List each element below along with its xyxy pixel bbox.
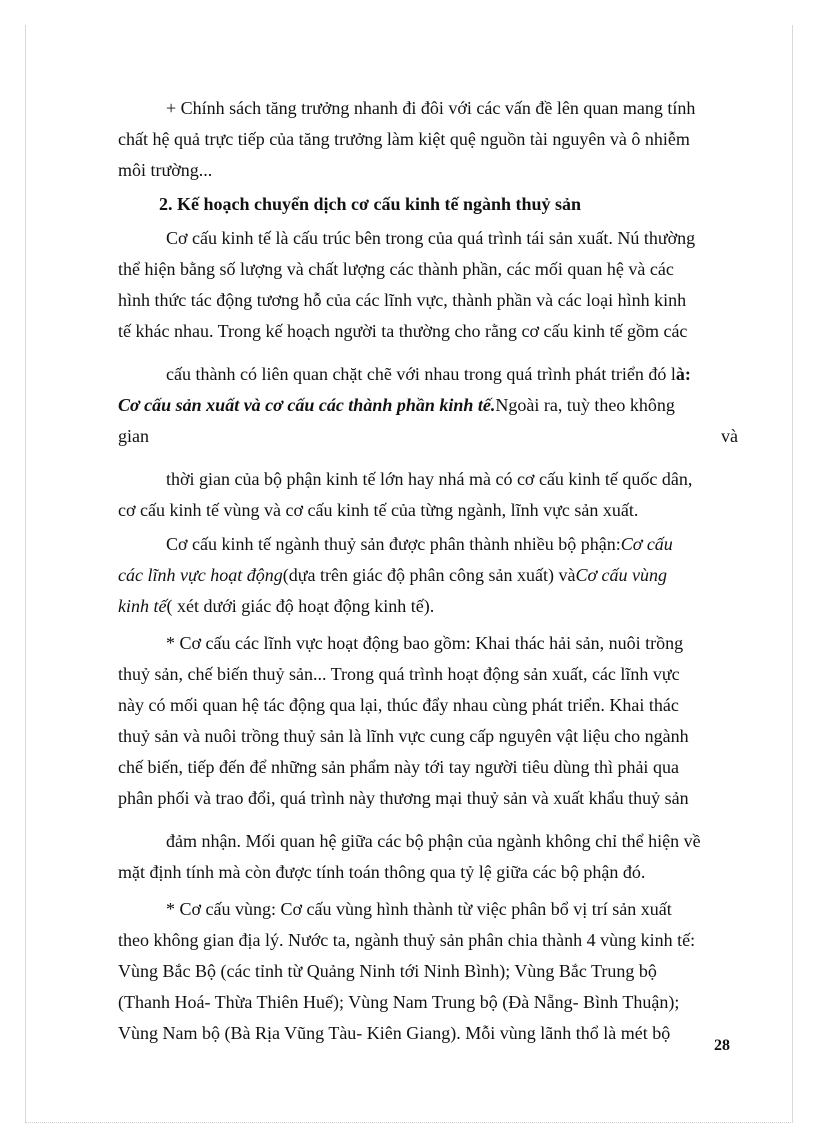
- text-line: [118, 987, 738, 1018]
- text-line: [118, 359, 738, 390]
- bold-run: à:: [675, 364, 691, 384]
- italic-run: Cơ cấu: [620, 534, 673, 554]
- text-run: cấu thành có liên quan chặt chẽ với nhau trong quá trình phát triển đó l: [166, 364, 676, 384]
- text-run: thuỷ sản và nuôi trồng thuỷ sản là lĩnh vực cung cấp nguyên vật liệu cho ngành: [118, 726, 689, 746]
- text-line: [118, 464, 738, 495]
- text-line: [118, 894, 738, 925]
- text-line: [118, 529, 738, 560]
- text-run: gian: [118, 426, 149, 446]
- italic-run: kinh tế: [118, 596, 167, 616]
- text-run: Vùng Bắc Bộ (các tỉnh từ Quảng Ninh tới Ninh Bình); Vùng Bắc Trung bộ: [118, 961, 657, 981]
- italic-run: các lĩnh vực hoạt động: [118, 565, 283, 585]
- text-line: [118, 659, 738, 690]
- text-run: Cơ cấu kinh tế ngành thuỷ sản được phân thành nhiều bộ phận:: [166, 534, 621, 554]
- text-run: thời gian của bộ phận kinh tế lớn hay nhá mà có cơ cấu kinh tế quốc dân,: [166, 469, 693, 489]
- document-body: [118, 93, 738, 1049]
- text-line: [118, 124, 738, 155]
- text-run: (dựa trên giác độ phân công sản xuất) và: [282, 565, 576, 585]
- text-line: [118, 925, 738, 956]
- text-run: chế biến, tiếp đến để những sản phẩm này tới tay người tiêu dùng thì phải qua: [118, 757, 679, 777]
- text-run: cơ cấu kinh tế vùng và cơ cấu kinh tế của từng ngành, lĩnh vực sản xuất.: [118, 500, 639, 520]
- text-line: [118, 223, 738, 254]
- text-line: [118, 956, 738, 987]
- text-line: [118, 93, 738, 124]
- text-run: thể hiện bằng số lượng và chất lượng các thành phần, các mối quan hệ và các: [118, 259, 674, 279]
- text-run: tế khác nhau. Trong kế hoạch người ta thường cho rằng cơ cấu kinh tế gồm các: [118, 321, 688, 341]
- text-run: theo không gian địa lý. Nước ta, ngành thuỷ sản phân chia thành 4 vùng kinh tế:: [118, 930, 696, 950]
- text-line: [118, 826, 738, 857]
- text-line: [118, 254, 738, 285]
- text-line: [118, 857, 738, 888]
- text-run: Vùng Nam bộ (Bà Rịa Vũng Tàu- Kiên Giang). Mỗi vùng lãnh thổ là mét bộ: [118, 1023, 671, 1043]
- text-run: hình thức tác động tương hỗ của các lĩnh vực, thành phần và các loại hình kinh: [118, 290, 687, 310]
- text-run: này có mối quan hệ tác động qua lại, thúc đẩy nhau cùng phát triển. Khai thác: [118, 695, 679, 715]
- text-line: [118, 752, 738, 783]
- text-line: [118, 690, 738, 721]
- text-line: [118, 721, 738, 752]
- text-run: + Chính sách tăng trưởng nhanh đi đôi với các vấn đề lên quan mang tính: [166, 98, 696, 118]
- text-run: ( xét dưới giác độ hoạt động kinh tế).: [166, 596, 435, 616]
- heading-text: 2. Kế hoạch chuyển dịch cơ cấu kinh tế ngành thuỷ sản: [159, 194, 582, 214]
- text-line: [118, 285, 738, 316]
- text-line: [118, 591, 738, 622]
- text-run: mặt định tính mà còn được tính toán thông qua tỷ lệ giữa các bộ phận đó.: [118, 862, 646, 882]
- bold-italic-run: Cơ cấu sản xuất và cơ cấu các thành phần kinh tế.: [118, 395, 496, 415]
- text-run: Ngoài ra, tuỳ theo không: [495, 395, 675, 415]
- text-run: (Thanh Hoá- Thừa Thiên Huế); Vùng Nam Trung bộ (Đà Nẵng- Bình Thuận);: [118, 992, 680, 1012]
- text-line: [118, 783, 738, 814]
- section-heading: [118, 189, 738, 220]
- text-line: [118, 628, 738, 659]
- text-run: Cơ cấu kinh tế là cấu trúc bên trong của quá trình tái sản xuất. Nú thường: [166, 228, 696, 248]
- text-run: đảm nhận. Mối quan hệ giữa các bộ phận của ngành không chỉ thể hiện về: [166, 831, 701, 851]
- text-run: môi trường...: [118, 160, 213, 180]
- text-line: [118, 390, 738, 421]
- text-line: [118, 560, 738, 591]
- text-line: [118, 421, 738, 452]
- text-line: [118, 1018, 738, 1049]
- text-run: và: [721, 426, 738, 446]
- text-line: [118, 495, 738, 526]
- text-run: * Cơ cấu vùng: Cơ cấu vùng hình thành từ việc phân bổ vị trí sản xuất: [166, 899, 672, 919]
- text-run: * Cơ cấu các lĩnh vực hoạt động bao gồm: Khai thác hải sản, nuôi trồng: [166, 633, 684, 653]
- italic-run: Cơ cấu vùng: [575, 565, 668, 585]
- text-line: [118, 316, 738, 347]
- page-number: 28: [714, 1037, 730, 1054]
- text-line: [118, 155, 738, 186]
- text-run: chất hệ quả trực tiếp của tăng trưởng làm kiệt quệ nguồn tài nguyên và ô nhiễm: [118, 129, 690, 149]
- text-run: phân phối và trao đổi, quá trình này thương mại thuỷ sản và xuất khẩu thuỷ sản: [118, 788, 689, 808]
- text-run: thuỷ sản, chế biến thuỷ sản... Trong quá trình hoạt động sản xuất, các lĩnh vực: [118, 664, 680, 684]
